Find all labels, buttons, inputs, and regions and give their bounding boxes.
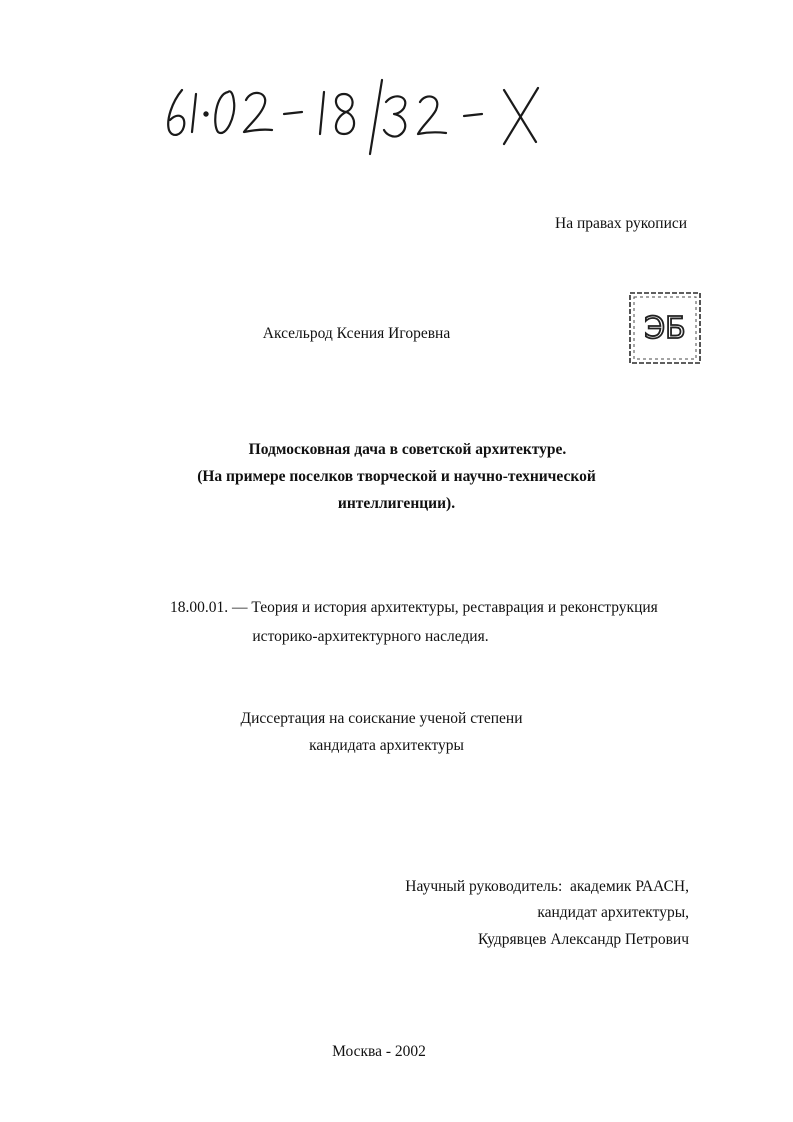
dissertation-title	[0, 436, 793, 517]
specialty-line-1: 18.00.01. — Теория и история архитектуры, реставрация и реконструкция	[170, 599, 658, 616]
supervisor-line-3: Кудрявцев Александр Петрович	[477, 931, 689, 948]
degree-line-1: Диссертация на соискание ученой степени	[240, 710, 523, 727]
stamp-text: ЭБ	[644, 311, 686, 346]
rights-note: На правах рукописи	[555, 215, 688, 232]
specialty-line-2: историко-архитектурного наследия.	[252, 628, 489, 645]
title-line-2: (На примере поселков творческой и научно-технической	[197, 468, 596, 485]
title-line-3: интеллигенции).	[337, 495, 456, 512]
supervisor-line-1: Научный руководитель: академик РААСН,	[405, 878, 689, 895]
supervisor-line-2: кандидат архитектуры,	[537, 904, 689, 921]
city-year: Москва - 2002	[332, 1043, 426, 1060]
title-line-1: Подмосковная дача в советской архитектуре.	[248, 441, 567, 458]
degree-line-2: кандидата архитектуры	[309, 737, 464, 754]
author-name: Аксельрод Ксения Игоревна	[262, 325, 451, 342]
handwritten-archive-code	[160, 72, 570, 172]
